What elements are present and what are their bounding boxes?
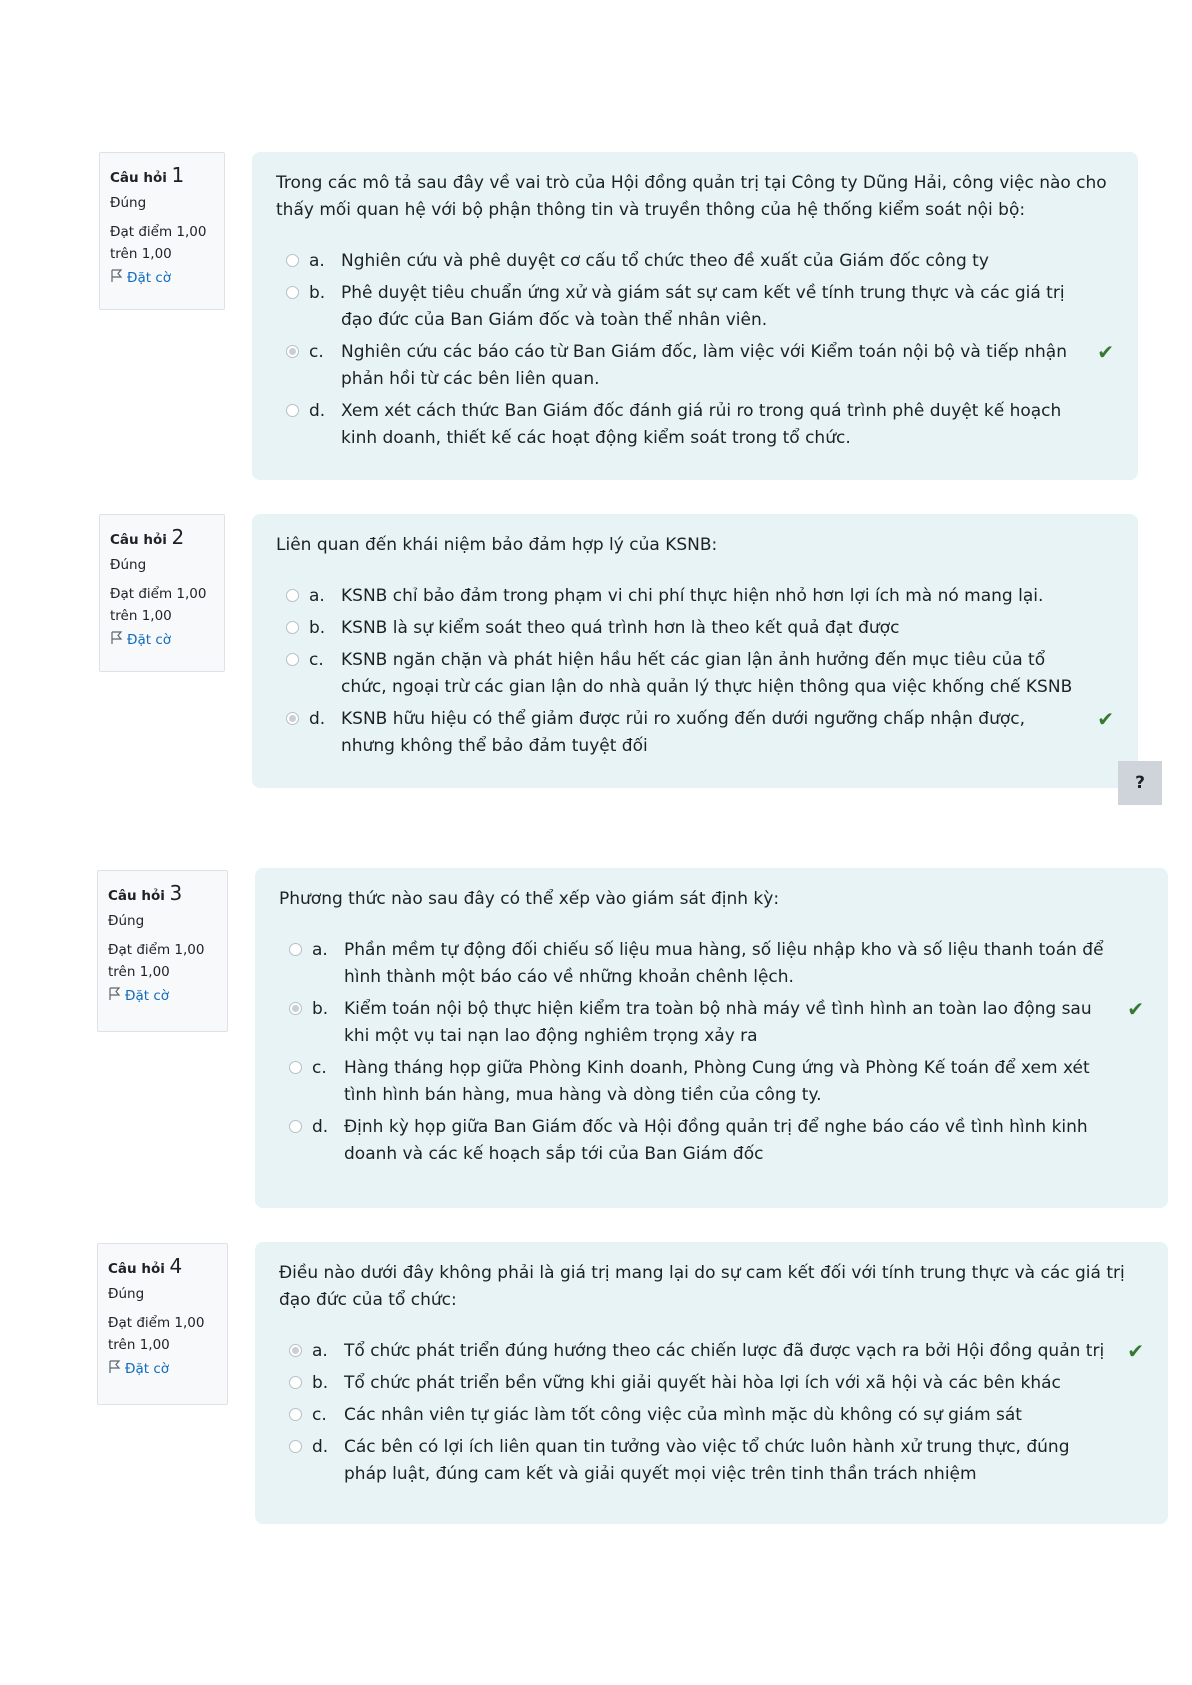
answer-text: KSNB hữu hiệu có thể giảm được rủi ro xuống đến dưới ngưỡng chấp nhận được, nhưng không thể bảo đảm tuyệt đối <box>341 709 1025 756</box>
question-content <box>252 152 1138 480</box>
question-number-value: 4 <box>169 1254 183 1278</box>
radio-button[interactable] <box>289 943 302 956</box>
answer-text: Kiểm toán nội bộ thực hiện kiểm tra toàn bộ nhà máy về tình hình an toàn lao động sau khi một vụ tai nạn lao động nghiêm trọng xảy ra <box>344 999 1092 1046</box>
answer-text: Nghiên cứu và phê duyệt cơ cấu tổ chức theo đề xuất của Giám đốc công ty <box>341 251 989 271</box>
question-number <box>110 525 214 549</box>
question-label: Câu hỏi <box>110 170 167 186</box>
answer-letter: c. <box>312 1405 327 1425</box>
answer-option[interactable] <box>276 339 1114 393</box>
answer-option[interactable] <box>276 615 1114 642</box>
question-grade: Đạt điểm 1,00 trên 1,00 <box>110 224 207 262</box>
flag-label: Đặt cờ <box>127 632 172 648</box>
question-info <box>97 1243 228 1405</box>
flag-icon <box>110 631 123 649</box>
radio-button[interactable] <box>286 404 299 417</box>
correct-check-icon: ✔ <box>1127 1339 1144 1363</box>
answer-letter: b. <box>309 618 326 638</box>
question-number <box>108 1254 217 1278</box>
answer-option[interactable] <box>279 937 1144 991</box>
flag-label: Đặt cờ <box>125 1361 170 1377</box>
question-grade: Đạt điểm 1,00 trên 1,00 <box>108 942 205 980</box>
question-state: Đúng <box>110 195 147 211</box>
question-text: Liên quan đến khái niệm bảo đảm hợp lý của KSNB: <box>276 535 718 555</box>
answer-letter: d. <box>312 1437 329 1457</box>
answer-letter: d. <box>312 1117 329 1137</box>
radio-button[interactable] <box>286 589 299 602</box>
answer-text: Tổ chức phát triển bền vững khi giải quyết hài hòa lợi ích với xã hội và các bên khác <box>344 1373 1061 1393</box>
flag-question-button[interactable] <box>108 1360 217 1378</box>
answer-text: Phê duyệt tiêu chuẩn ứng xử và giám sát sự cam kết về tính trung thực và các giá trị đạo đức của Ban Giám đốc và toàn thể nhân viên. <box>341 283 1065 330</box>
answer-option[interactable] <box>276 706 1114 760</box>
flag-icon <box>110 269 123 287</box>
question-content <box>252 514 1138 788</box>
flag-label: Đặt cờ <box>127 270 172 286</box>
answer-option[interactable] <box>279 1114 1144 1168</box>
answer-letter: c. <box>309 650 324 670</box>
question-state: Đúng <box>108 913 145 929</box>
question-grade: Đạt điểm 1,00 trên 1,00 <box>108 1315 205 1353</box>
question-number-value: 3 <box>169 881 183 905</box>
radio-button[interactable] <box>289 1120 302 1133</box>
answer-letter: a. <box>312 940 328 960</box>
answer-option[interactable] <box>279 1370 1144 1397</box>
answer-text: KSNB ngăn chặn và phát hiện hầu hết các gian lận ảnh hưởng đến mục tiêu của tổ chức, ngoại trừ các gian lận do nhà quản lý thực hiện thông qua việc khống chế KSNB <box>341 650 1073 697</box>
answer-letter: d. <box>309 401 326 421</box>
correct-check-icon: ✔ <box>1097 707 1114 731</box>
question-grade: Đạt điểm 1,00 trên 1,00 <box>110 586 207 624</box>
radio-button-selected[interactable] <box>286 345 299 358</box>
correct-check-icon: ✔ <box>1097 340 1114 364</box>
question-number-value: 1 <box>171 163 185 187</box>
answer-letter: a. <box>312 1341 328 1361</box>
radio-button[interactable] <box>286 286 299 299</box>
question-content <box>255 868 1168 1208</box>
answer-text: Định kỳ họp giữa Ban Giám đốc và Hội đồng quản trị để nghe báo cáo về tình hình kinh doanh và các kế hoạch sắp tới của Ban Giám đốc <box>344 1117 1088 1164</box>
question-number-value: 2 <box>171 525 185 549</box>
answer-option[interactable] <box>279 996 1144 1050</box>
answer-option[interactable] <box>279 1434 1144 1488</box>
radio-button-selected[interactable] <box>289 1344 302 1357</box>
answer-option[interactable] <box>276 647 1114 701</box>
radio-button[interactable] <box>289 1440 302 1453</box>
answer-text: Hàng tháng họp giữa Phòng Kinh doanh, Phòng Cung ứng và Phòng Kế toán để xem xét tình hình bán hàng, mua hàng và dòng tiền của công ty. <box>344 1058 1090 1105</box>
question-text: Điều nào dưới đây không phải là giá trị mang lại do sự cam kết đối với tính trung thực và các giá trị đạo đức của tổ chức: <box>279 1263 1125 1310</box>
answer-option[interactable] <box>279 1338 1144 1365</box>
answer-option[interactable] <box>276 280 1114 334</box>
question-state: Đúng <box>108 1286 145 1302</box>
flag-icon <box>108 987 121 1005</box>
flag-question-button[interactable] <box>110 631 214 649</box>
radio-button[interactable] <box>289 1061 302 1074</box>
answer-text: Nghiên cứu các báo cáo từ Ban Giám đốc, làm việc với Kiểm toán nội bộ và tiếp nhận phản hồi từ các bên liên quan. <box>341 342 1067 389</box>
answer-letter: c. <box>312 1058 327 1078</box>
answer-option[interactable] <box>276 398 1114 452</box>
flag-question-button[interactable] <box>110 269 214 287</box>
question-label: Câu hỏi <box>108 888 165 904</box>
answer-letter: a. <box>309 586 325 606</box>
answer-letter: b. <box>309 283 326 303</box>
answer-text: Phần mềm tự động đối chiếu số liệu mua hàng, số liệu nhập kho và số liệu thanh toán để hình thành một báo cáo về những khoản chênh lệch. <box>344 940 1104 987</box>
radio-button[interactable] <box>286 653 299 666</box>
answer-text: Các nhân viên tự giác làm tốt công việc của mình mặc dù không có sự giám sát <box>344 1405 1022 1425</box>
radio-button[interactable] <box>286 621 299 634</box>
question-content <box>255 1242 1168 1524</box>
answer-letter: b. <box>312 1373 329 1393</box>
answer-letter: b. <box>312 999 329 1019</box>
flag-label: Đặt cờ <box>125 988 170 1004</box>
answer-text: Các bên có lợi ích liên quan tin tưởng vào việc tổ chức luôn hành xử trung thực, đúng pháp luật, đúng cam kết và giải quyết mọi việc trên tinh thần trách nhiệm <box>344 1437 1070 1484</box>
question-state: Đúng <box>110 557 147 573</box>
flag-icon <box>108 1360 121 1378</box>
correct-check-icon: ✔ <box>1127 997 1144 1021</box>
flag-question-button[interactable] <box>108 987 217 1005</box>
answer-option[interactable] <box>279 1402 1144 1429</box>
answer-letter: a. <box>309 251 325 271</box>
question-label: Câu hỏi <box>110 532 167 548</box>
answer-option[interactable] <box>279 1055 1144 1109</box>
question-info <box>99 152 225 310</box>
question-info <box>99 514 225 672</box>
question-number <box>110 163 214 187</box>
radio-button-selected[interactable] <box>289 1002 302 1015</box>
answer-letter: d. <box>309 709 326 729</box>
answer-letter: c. <box>309 342 324 362</box>
answer-text: KSNB chỉ bảo đảm trong phạm vi chi phí thực hiện nhỏ hơn lợi ích mà nó mang lại. <box>341 586 1044 606</box>
question-info <box>97 870 228 1032</box>
answer-text: Xem xét cách thức Ban Giám đốc đánh giá rủi ro trong quá trình phê duyệt kế hoạch kinh doanh, thiết kế các hoạt động kiểm soát trong tổ chức. <box>341 401 1062 448</box>
radio-button[interactable] <box>289 1376 302 1389</box>
question-text: Trong các mô tả sau đây về vai trò của Hội đồng quản trị tại Công ty Dũng Hải, công việc nào cho thấy mối quan hệ với bộ phận thông tin và truyền thông của hệ thống kiểm soát nội bộ: <box>276 173 1107 220</box>
answer-text: Tổ chức phát triển đúng hướng theo các chiến lược đã được vạch ra bởi Hội đồng quản trị <box>344 1341 1105 1361</box>
radio-button-selected[interactable] <box>286 712 299 725</box>
answer-text: KSNB là sự kiểm soát theo quá trình hơn là theo kết quả đạt được <box>341 618 900 638</box>
answer-option[interactable] <box>276 583 1114 610</box>
question-text: Phương thức nào sau đây có thể xếp vào giám sát định kỳ: <box>279 889 780 909</box>
answer-option[interactable] <box>276 248 1114 275</box>
question-number <box>108 881 217 905</box>
radio-button[interactable] <box>286 254 299 267</box>
help-button[interactable]: ? <box>1118 761 1162 805</box>
question-label: Câu hỏi <box>108 1261 165 1277</box>
radio-button[interactable] <box>289 1408 302 1421</box>
